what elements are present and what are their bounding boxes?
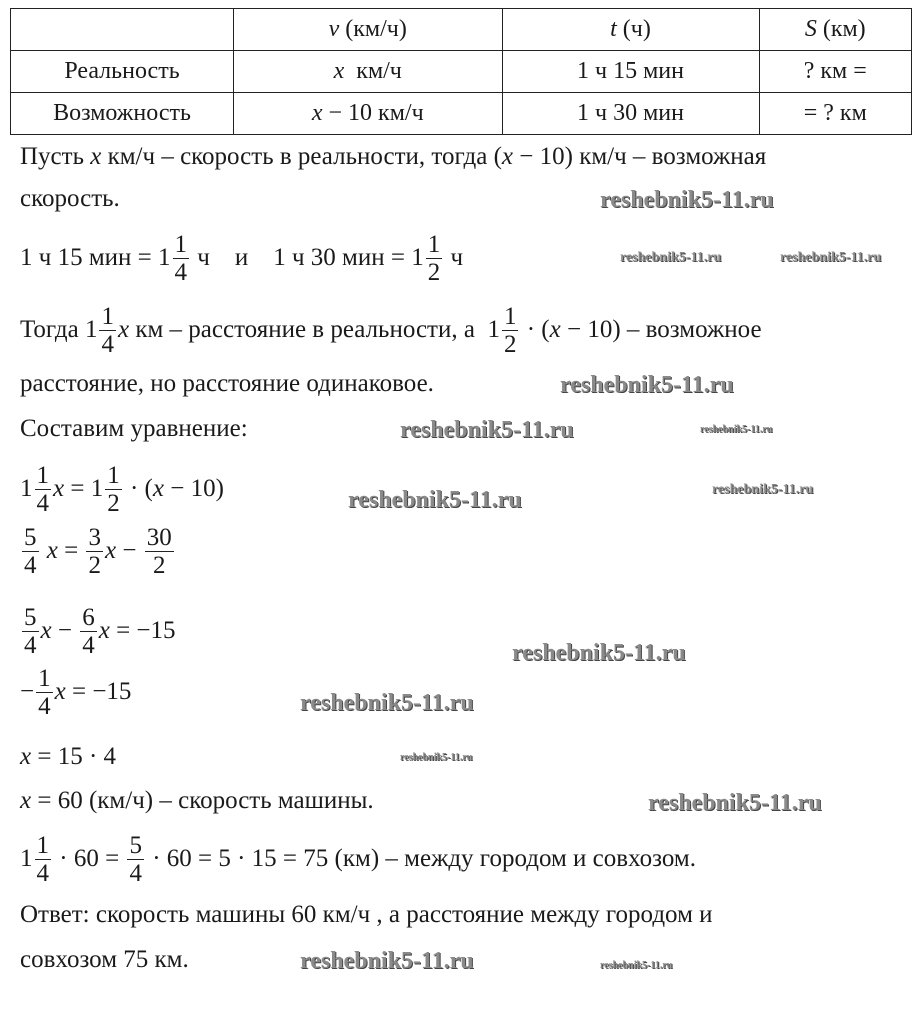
fraction-denominator: 4	[36, 859, 49, 887]
text-segment: Ответ: скорость машины 60 км/ч , а расстояние между городом и	[20, 901, 713, 928]
watermark: reshebnik5-11.ru	[348, 487, 522, 513]
fraction	[99, 303, 116, 358]
solution-line	[20, 302, 762, 358]
watermark: reshebnik5-11.ru	[620, 250, 722, 265]
speed-symbol: v	[328, 16, 340, 42]
text-segment: Тогда 1	[20, 316, 98, 343]
fraction-numerator: 5	[129, 831, 142, 859]
text-segment: · (	[123, 475, 153, 502]
watermark: reshebnik5-11.ru	[712, 482, 814, 497]
solution-line	[20, 831, 696, 887]
time-unit: (ч)	[616, 16, 651, 42]
fraction-numerator: 1	[503, 302, 517, 330]
fraction	[36, 665, 53, 720]
watermark: reshebnik5-11.ru	[700, 424, 773, 435]
text-segment: =	[57, 537, 85, 564]
text-segment: 1	[20, 845, 33, 872]
text-segment: = −15	[109, 617, 176, 644]
variable: x	[54, 678, 66, 705]
fraction	[127, 832, 144, 887]
distance-unit: (км)	[816, 16, 866, 42]
solution-line	[20, 786, 374, 816]
watermark: reshebnik5-11.ru	[400, 417, 574, 443]
fraction-numerator: 3	[88, 523, 101, 551]
variable: x	[53, 475, 65, 502]
watermark: reshebnik5-11.ru	[600, 187, 774, 213]
watermark: reshebnik5-11.ru	[600, 960, 673, 971]
fraction	[22, 524, 39, 579]
text-segment: = −15	[65, 678, 132, 705]
watermark: reshebnik5-11.ru	[512, 640, 686, 666]
table-header-row	[11, 9, 912, 51]
speed-var: x	[333, 58, 345, 84]
table-row	[11, 93, 912, 135]
fraction-denominator: 2	[427, 258, 441, 286]
fraction-denominator: 4	[101, 330, 114, 358]
text-segment: − 10) км/ч – возможная	[513, 143, 767, 170]
text-segment: · 60 = 5 · 15 = 75 (км) – между городом и совхозом.	[145, 845, 696, 872]
variable: x	[46, 537, 58, 564]
solution-line	[20, 369, 434, 399]
variable: x	[104, 537, 117, 564]
fraction-numerator: 1	[36, 461, 49, 489]
fraction-denominator: 2	[152, 551, 166, 579]
header-cell-empty	[11, 9, 234, 51]
watermark: reshebnik5-11.ru	[300, 690, 474, 716]
fraction	[22, 604, 39, 659]
fraction-denominator: 4	[38, 692, 51, 720]
speed-value: − 10 км/ч	[322, 100, 424, 126]
fraction	[502, 303, 519, 358]
text-segment: расстояние, но расстояние одинаковое.	[20, 370, 434, 397]
speed-value: км/ч	[344, 58, 402, 84]
fraction	[145, 524, 174, 579]
variable: x	[40, 617, 52, 644]
solution-line	[20, 142, 766, 172]
solution-line	[20, 414, 248, 444]
solution-line	[20, 184, 120, 214]
time-cell: 1 ч 30 мин	[502, 93, 759, 135]
fraction-numerator: 1	[36, 831, 49, 859]
solution-line	[20, 230, 464, 286]
text-segment: скорость.	[20, 185, 120, 212]
text-segment: Пусть	[20, 143, 91, 170]
text-segment: 1 ч 15 мин = 1	[20, 244, 171, 271]
variable: x	[152, 475, 164, 502]
text-segment: Составим уравнение:	[20, 415, 248, 442]
speed-unit: (км/ч)	[339, 16, 407, 42]
variable: x	[20, 787, 32, 814]
header-cell-time	[502, 9, 759, 51]
fraction-numerator: 5	[24, 523, 37, 551]
text-segment: −	[20, 678, 35, 705]
header-cell-distance	[759, 9, 912, 51]
solution-line	[20, 664, 132, 720]
text-segment: км – расстояние в реальности, а 1	[129, 316, 500, 343]
fraction-denominator: 4	[129, 859, 142, 887]
text-segment: ч и 1 ч 30 мин = 1	[191, 244, 424, 271]
fraction	[105, 462, 122, 517]
watermark: reshebnik5-11.ru	[780, 250, 882, 265]
text-segment: − 10)	[163, 475, 224, 502]
fraction-numerator: 5	[24, 603, 37, 631]
distance-symbol: S	[804, 16, 817, 42]
text-segment: = 1	[64, 475, 104, 502]
speed-cell	[234, 51, 503, 93]
row-label: Возможность	[11, 93, 234, 135]
time-cell: 1 ч 15 мин	[502, 51, 759, 93]
fraction-numerator: 1	[101, 302, 114, 330]
distance-cell: ? км =	[759, 51, 912, 93]
fraction	[80, 604, 97, 659]
watermark: reshebnik5-11.ru	[648, 790, 822, 816]
fraction	[426, 231, 443, 286]
text-segment: · 60 =	[53, 845, 126, 872]
fraction	[86, 524, 103, 579]
solution-line	[20, 900, 713, 930]
text-segment: −	[116, 537, 143, 564]
table-row	[11, 51, 912, 93]
text-segment: 1	[20, 475, 33, 502]
variable: x	[117, 316, 130, 343]
fraction-denominator: 4	[24, 551, 37, 579]
variable: x	[501, 143, 514, 170]
solution-line	[20, 603, 176, 659]
text-segment: ч	[444, 244, 464, 271]
solution-line	[20, 523, 176, 579]
distance-cell: = ? км	[759, 93, 912, 135]
text-segment: − 10) – возможное	[560, 316, 762, 343]
fraction-denominator: 4	[36, 489, 49, 517]
header-cell-speed	[234, 9, 503, 51]
solution-line	[20, 945, 189, 975]
fraction-numerator: 6	[82, 603, 95, 631]
watermark: reshebnik5-11.ru	[400, 752, 473, 763]
text-segment: = 15 · 4	[31, 743, 117, 770]
text-segment: = 60 (км/ч) – скорость машины.	[31, 787, 374, 814]
data-table	[10, 8, 912, 135]
watermark: reshebnik5-11.ru	[560, 372, 734, 398]
text-segment: −	[51, 617, 79, 644]
variable: x	[98, 617, 110, 644]
watermark: reshebnik5-11.ru	[300, 948, 474, 974]
variable: x	[90, 143, 102, 170]
fraction-numerator: 1	[38, 664, 51, 692]
variable: x	[549, 316, 561, 343]
fraction-numerator: 1	[107, 461, 120, 489]
text-segment: совхозом 75 км.	[20, 946, 189, 973]
solution-line	[20, 461, 224, 517]
fraction-numerator: 1	[174, 230, 188, 258]
text-segment: км/ч – скорость в реальности, тогда (	[101, 143, 502, 170]
fraction-denominator: 4	[82, 631, 95, 659]
row-label: Реальность	[11, 51, 234, 93]
fraction-numerator: 1	[427, 230, 441, 258]
text-segment: · (	[520, 316, 550, 343]
solution-line	[20, 742, 116, 772]
fraction-denominator: 2	[503, 330, 517, 358]
fraction-denominator: 4	[24, 631, 37, 659]
fraction-denominator: 2	[107, 489, 120, 517]
fraction-denominator: 4	[174, 258, 188, 286]
speed-var: x	[311, 100, 323, 126]
fraction	[173, 231, 190, 286]
variable: x	[20, 743, 32, 770]
fraction	[35, 462, 52, 517]
fraction-numerator: 30	[146, 523, 172, 551]
speed-cell	[234, 93, 503, 135]
fraction-denominator: 2	[88, 551, 101, 579]
fraction	[35, 832, 52, 887]
time-symbol: t	[610, 16, 617, 42]
